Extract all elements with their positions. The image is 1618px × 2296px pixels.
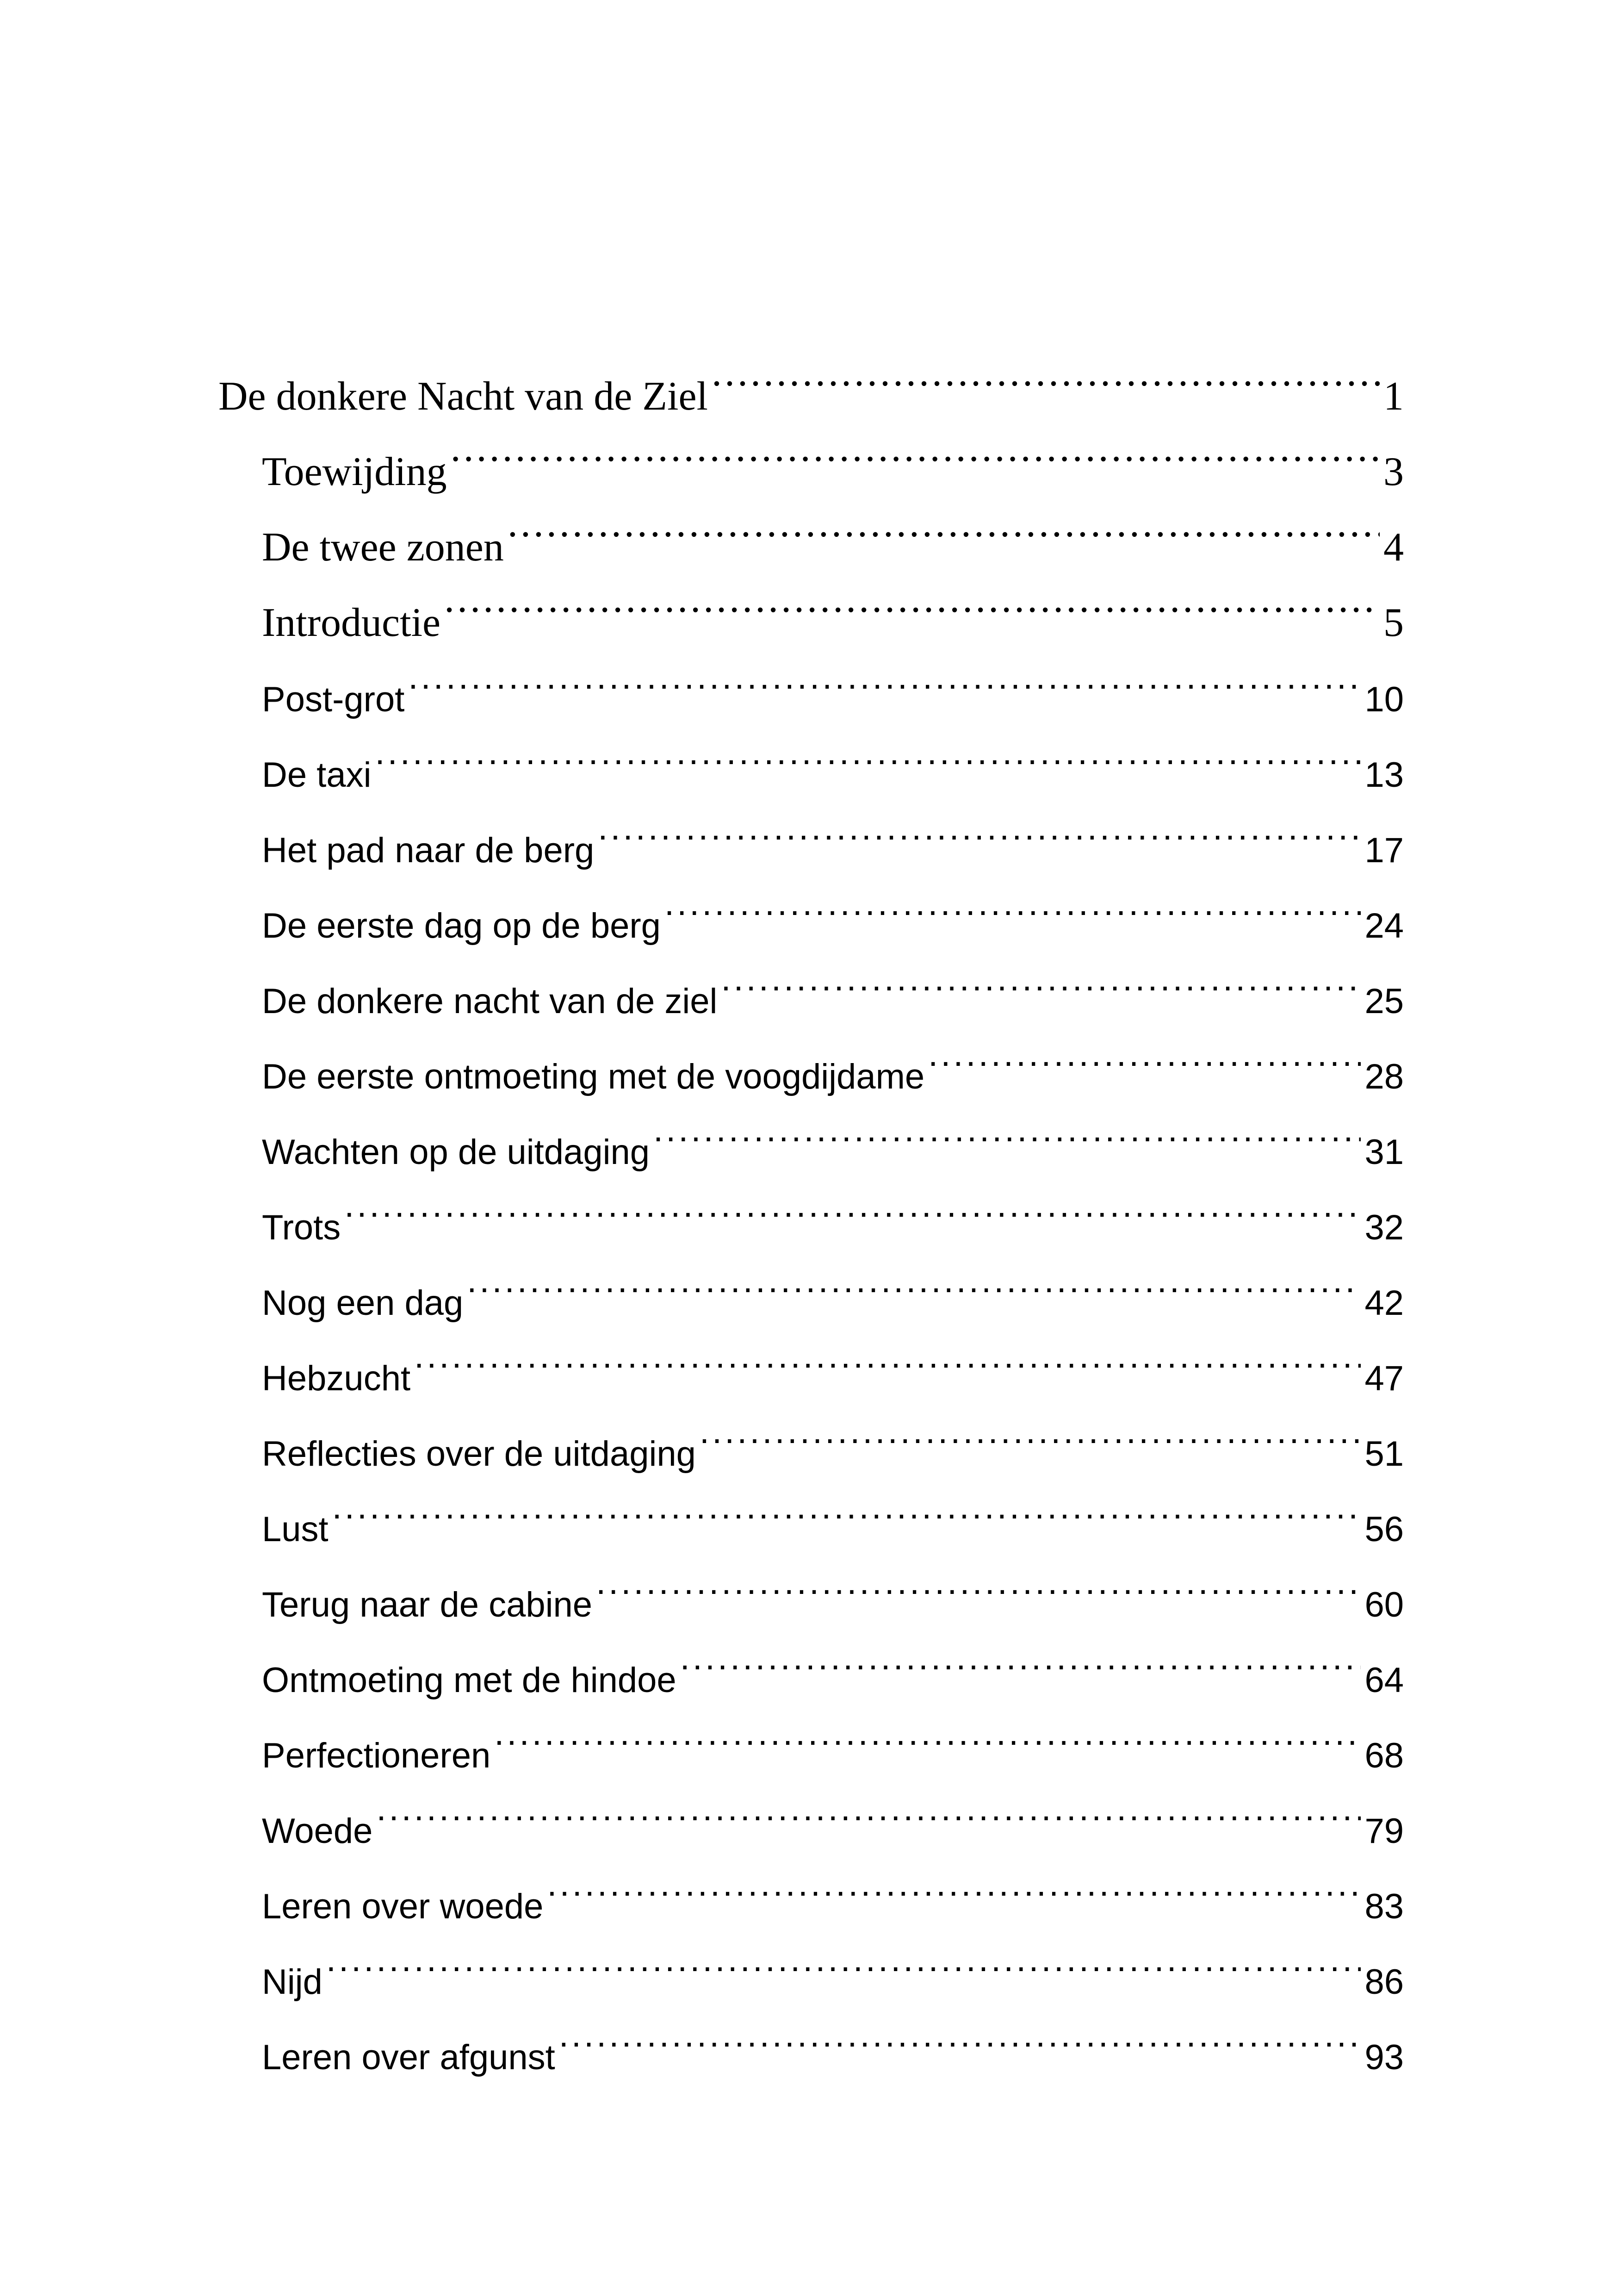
toc-entry-page: 64 [1364,1661,1404,1700]
toc-entry-title: Woede [262,1811,373,1851]
toc-dot-leader [721,938,1361,1013]
toc-entry-title: Wachten op de uitdaging [262,1132,650,1172]
toc-dot-leader [326,1918,1361,1994]
toc-dot-leader [712,334,1380,410]
toc-dot-leader [928,1013,1361,1089]
toc-dot-leader [664,862,1361,938]
toc-entry-title: Het pad naar de berg [262,831,595,870]
toc-entry-title: De twee zonen [262,525,504,570]
toc-entry-title: Ontmoeting met de hindoe [262,1661,676,1700]
toc-entry-title: Hebzucht [262,1359,411,1398]
toc-entry-page: 5 [1383,600,1404,645]
toc-entry[interactable] [0,1466,1618,1549]
toc-entry[interactable] [0,636,1618,719]
toc-entry-title: De donkere Nacht van de Ziel [218,374,708,419]
toc-entry-page: 31 [1364,1132,1404,1172]
table-of-contents [0,334,1618,2077]
toc-entry[interactable] [0,1767,1618,1851]
toc-entry-title: Perfectioneren [262,1736,491,1775]
toc-entry-page: 42 [1364,1283,1404,1323]
toc-entry[interactable] [0,1994,1618,2077]
toc-entry-page: 86 [1364,1962,1404,2002]
toc-entry[interactable] [0,1843,1618,1926]
toc-entry-title: Nog een dag [262,1283,464,1323]
toc-entry-title: De taxi [262,755,372,795]
toc-entry-page: 93 [1364,2038,1404,2077]
toc-entry-title: Trots [262,1208,341,1247]
toc-entry-page: 1 [1383,374,1404,419]
toc-dot-leader [414,1315,1361,1390]
toc-entry-page: 17 [1364,831,1404,870]
toc-dot-leader [444,560,1380,636]
toc-entry-page: 4 [1383,525,1404,570]
toc-dot-leader [375,711,1361,787]
toc-entry-page: 28 [1364,1057,1404,1096]
toc-dot-leader [547,1843,1361,1918]
toc-entry-title: Terug naar de cabine [262,1585,593,1624]
toc-entry-title: Introductie [262,600,441,645]
toc-dot-leader [451,410,1380,485]
toc-entry[interactable] [0,560,1618,645]
toc-entry-page: 79 [1364,1811,1404,1851]
toc-entry[interactable] [0,1315,1618,1398]
toc-entry-page: 32 [1364,1208,1404,1247]
toc-entry-page: 3 [1383,449,1404,494]
toc-entry[interactable] [0,410,1618,494]
toc-entry[interactable] [0,862,1618,946]
toc-entry[interactable] [0,1541,1618,1624]
toc-entry[interactable] [0,334,1618,419]
toc-dot-leader [376,1767,1361,1843]
toc-entry-page: 47 [1364,1359,1404,1398]
toc-dot-leader [598,787,1361,862]
toc-entry-page: 13 [1364,755,1404,795]
toc-entry[interactable] [0,1013,1618,1096]
toc-dot-leader [596,1541,1361,1617]
toc-entry-page: 51 [1364,1434,1404,1474]
toc-dot-leader [332,1466,1361,1541]
toc-dot-leader [653,1089,1361,1164]
toc-dot-leader [408,636,1361,711]
toc-entry-page: 68 [1364,1736,1404,1775]
toc-entry-page: 24 [1364,906,1404,946]
toc-entry-page: 56 [1364,1510,1404,1549]
toc-entry-title: Leren over afgunst [262,2038,555,2077]
toc-entry[interactable] [0,1089,1618,1172]
toc-entry[interactable] [0,1164,1618,1247]
toc-entry[interactable] [0,1239,1618,1323]
toc-entry[interactable] [0,485,1618,570]
toc-dot-leader [508,485,1380,560]
toc-entry-title: De donkere nacht van de ziel [262,982,718,1021]
toc-entry-title: Toewijding [262,449,447,494]
toc-entry[interactable] [0,938,1618,1021]
toc-entry-title: Nijd [262,1962,322,2002]
toc-dot-leader [467,1239,1361,1315]
toc-entry[interactable] [0,1692,1618,1775]
toc-dot-leader [494,1692,1361,1767]
toc-entry-title: De eerste ontmoeting met de voogdijdame [262,1057,925,1096]
toc-entry-title: Reflecties over de uitdaging [262,1434,696,1474]
toc-dot-leader [680,1617,1361,1692]
toc-dot-leader [559,1994,1361,2069]
toc-entry[interactable] [0,787,1618,870]
toc-entry[interactable] [0,1390,1618,1474]
toc-entry-title: Lust [262,1510,329,1549]
toc-entry-page: 25 [1364,982,1404,1021]
toc-entry[interactable] [0,711,1618,795]
toc-entry[interactable] [0,1918,1618,2002]
toc-entry-title: Leren over woede [262,1887,544,1926]
toc-entry-title: Post-grot [262,680,405,719]
toc-entry[interactable] [0,1617,1618,1700]
toc-entry-page: 10 [1364,680,1404,719]
toc-dot-leader [344,1164,1361,1239]
toc-entry-page: 83 [1364,1887,1404,1926]
toc-dot-leader [700,1390,1361,1466]
toc-entry-title: De eerste dag op de berg [262,906,661,946]
toc-entry-page: 60 [1364,1585,1404,1624]
